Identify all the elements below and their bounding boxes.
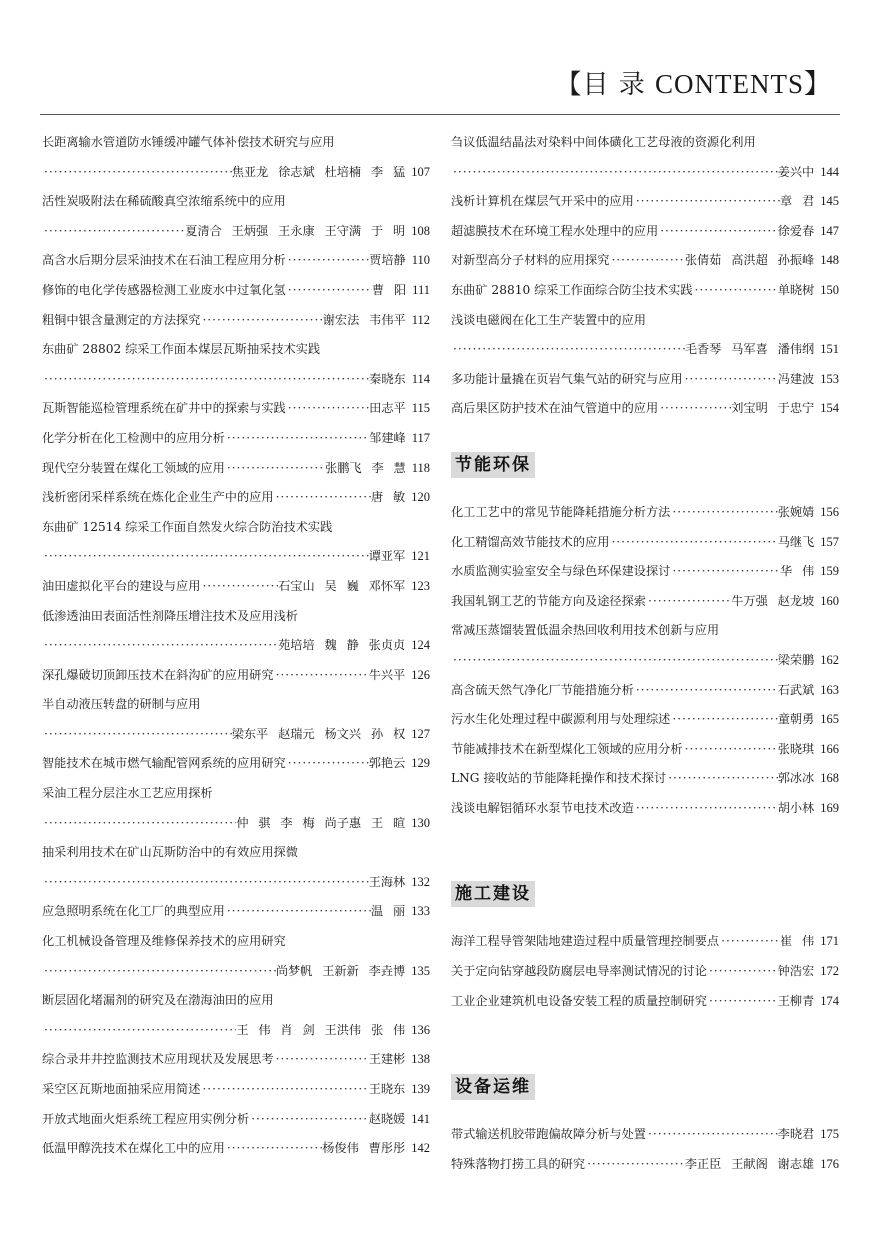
toc-entry bbox=[42, 394, 430, 424]
contents-title-cn: 【目 录 bbox=[555, 70, 646, 100]
toc-entry bbox=[42, 1134, 430, 1164]
entry-page: 138 bbox=[411, 1052, 430, 1067]
toc-entry bbox=[451, 528, 839, 558]
dot-leader bbox=[42, 158, 232, 188]
toc-entry bbox=[451, 1120, 839, 1150]
dot-leader bbox=[670, 498, 777, 528]
entry-title: 浅谈电解铝循环水泵节电技术改造 bbox=[451, 800, 634, 815]
entry-page: 160 bbox=[820, 593, 839, 608]
entry-title: 对新型高分子材料的应用探究 bbox=[451, 253, 610, 268]
dot-leader bbox=[286, 749, 369, 779]
entry-page: 139 bbox=[411, 1082, 430, 1096]
entry-page: 120 bbox=[411, 490, 430, 505]
entry-authors: 张晓琪 bbox=[777, 741, 815, 756]
entry-title: 断层固化堵漏剂的研究及在渤海油田的应用 bbox=[42, 993, 274, 1008]
toc-entry bbox=[42, 720, 430, 750]
entry-page: 126 bbox=[411, 667, 430, 682]
entry-authors: 张鹏飞 李 慧 bbox=[325, 460, 406, 475]
entry-title: 浅析计算机在煤层气开采中的应用 bbox=[451, 194, 634, 209]
dot-leader bbox=[634, 187, 780, 217]
entry-title: 浅析密闭采样系统在炼化企业生产中的应用 bbox=[42, 490, 274, 505]
dot-leader bbox=[286, 394, 369, 424]
dot-leader bbox=[225, 424, 369, 454]
toc-entry bbox=[42, 749, 430, 779]
entry-page: 153 bbox=[820, 371, 839, 386]
entry-title: 工业企业建筑机电设备安装工程的质量控制研究 bbox=[451, 993, 707, 1008]
entry-authors: 童朝勇 bbox=[777, 712, 815, 727]
dot-leader bbox=[646, 1120, 778, 1150]
header-divider bbox=[40, 114, 840, 115]
toc-entry bbox=[451, 987, 839, 1017]
entry-authors: 郭冰冰 bbox=[777, 771, 815, 786]
entry-title: 应急照明系统在化工厂的典型应用 bbox=[42, 904, 225, 919]
dot-leader bbox=[42, 809, 236, 839]
entry-page: 114 bbox=[411, 371, 430, 386]
dot-leader bbox=[451, 646, 778, 676]
entry-title: 东曲矿 28802 综采工作面本煤层瓦斯抽采技术实践 bbox=[42, 342, 321, 357]
dot-leader bbox=[42, 720, 232, 750]
entry-page: 163 bbox=[820, 682, 839, 697]
dot-leader bbox=[249, 1105, 369, 1135]
entry-authors: 曹 阳 bbox=[371, 282, 407, 297]
entry-page: 118 bbox=[411, 460, 430, 475]
entry-page: 166 bbox=[820, 741, 839, 756]
entry-page: 174 bbox=[820, 993, 839, 1008]
entry-page: 117 bbox=[411, 430, 430, 445]
dot-leader bbox=[451, 335, 685, 365]
entry-authors: 毛香琴 马军喜 潘伟纲 bbox=[684, 342, 815, 357]
dot-leader bbox=[274, 1045, 369, 1075]
dot-leader bbox=[42, 1016, 236, 1046]
dot-leader bbox=[225, 454, 325, 484]
entry-page: 111 bbox=[412, 282, 430, 297]
entry-page: 145 bbox=[820, 194, 839, 209]
entry-page: 159 bbox=[820, 564, 839, 579]
entry-authors: 李正臣 王献阁 谢志雄 bbox=[684, 1156, 815, 1171]
entry-page: 135 bbox=[411, 963, 430, 978]
entry-title: 低温甲醇洗技术在煤化工中的应用 bbox=[42, 1141, 225, 1156]
dot-leader bbox=[683, 365, 778, 395]
dot-leader bbox=[42, 217, 185, 247]
entry-title: 半自动液压转盘的研制与应用 bbox=[42, 697, 201, 712]
entry-page: 110 bbox=[411, 253, 430, 268]
dot-leader bbox=[286, 246, 369, 276]
toc-entry bbox=[451, 217, 839, 247]
entry-page: 171 bbox=[820, 934, 839, 949]
dot-leader bbox=[286, 276, 372, 306]
entry-authors: 马继飞 bbox=[777, 534, 815, 549]
entry-page: 169 bbox=[820, 800, 839, 815]
dot-leader bbox=[658, 217, 778, 247]
entry-page: 150 bbox=[820, 282, 839, 297]
entry-page: 156 bbox=[820, 504, 839, 519]
entry-title: 瓦斯智能巡检管理系统在矿井中的探索与实践 bbox=[42, 401, 286, 416]
entry-page: 172 bbox=[820, 964, 839, 979]
entry-authors: 邹建峰 bbox=[369, 430, 406, 445]
entry-authors: 唐 敏 bbox=[371, 490, 406, 505]
entry-authors: 谢宏法 韦伟平 bbox=[322, 312, 406, 327]
dot-leader bbox=[42, 868, 369, 898]
entry-title: 粗铜中银含量测定的方法探究 bbox=[42, 312, 201, 327]
entry-page: 142 bbox=[411, 1141, 430, 1156]
entry-title: 高含水后期分层采油技术在石油工程应用分析 bbox=[42, 253, 286, 268]
toc-entry bbox=[42, 276, 430, 306]
entry-authors: 王 伟 肖 剑 王洪伟 张 伟 bbox=[236, 1022, 406, 1037]
entry-authors: 张婉婧 bbox=[777, 504, 815, 519]
section-gap bbox=[451, 1016, 839, 1046]
toc-entry bbox=[42, 661, 430, 691]
entry-authors: 夏清合 王炳强 王永康 王守满 于 明 bbox=[185, 223, 406, 238]
dot-leader bbox=[274, 661, 369, 691]
entry-authors: 牛万强 赵龙坡 bbox=[731, 593, 815, 608]
entry-authors: 章 君 bbox=[780, 194, 815, 209]
dot-leader bbox=[670, 557, 780, 587]
toc-entry bbox=[42, 572, 430, 602]
entry-page: 165 bbox=[820, 712, 839, 727]
toc-entry bbox=[42, 809, 430, 839]
toc-entry bbox=[42, 631, 430, 661]
entry-page: 123 bbox=[411, 578, 430, 593]
entry-authors: 钟浩宏 bbox=[777, 964, 815, 979]
toc-entry bbox=[451, 187, 839, 217]
entry-page: 133 bbox=[411, 904, 430, 919]
section-heading bbox=[451, 853, 839, 927]
entry-authors: 刘宝明 于忠宁 bbox=[731, 401, 815, 416]
entry-page: 121 bbox=[411, 549, 430, 564]
section-label: 施工建设 bbox=[451, 881, 535, 907]
toc-entry bbox=[451, 276, 839, 306]
section-heading bbox=[451, 1046, 839, 1120]
entry-page: 107 bbox=[411, 164, 430, 179]
entry-authors: 温 丽 bbox=[371, 904, 406, 919]
entry-title: 智能技术在城市燃气输配管网系统的应用研究 bbox=[42, 756, 286, 771]
entry-authors: 胡小林 bbox=[777, 800, 815, 815]
entry-authors: 秦晓东 bbox=[369, 371, 406, 386]
toc-entry bbox=[42, 454, 430, 484]
entry-authors: 张倩茹 高洪超 孙振峰 bbox=[684, 253, 815, 268]
entry-title: 现代空分装置在煤化工领域的应用 bbox=[42, 460, 225, 475]
entry-authors: 崔 伟 bbox=[780, 934, 815, 949]
entry-page: 141 bbox=[411, 1111, 430, 1126]
entry-title: LNG 接收站的节能降耗操作和技术探讨 bbox=[451, 771, 667, 786]
dot-leader bbox=[42, 631, 278, 661]
entry-title: 低渗透油田表面活性剂降压增注技术及应用浅析 bbox=[42, 608, 298, 623]
entry-page: 124 bbox=[411, 638, 430, 653]
dot-leader bbox=[658, 394, 731, 424]
section-label: 节能环保 bbox=[451, 452, 535, 478]
dot-leader bbox=[200, 572, 278, 602]
toc-entry bbox=[42, 158, 430, 188]
entry-authors: 梁东平 赵瑞元 杨文兴 孙 权 bbox=[231, 726, 406, 741]
entry-authors: 华 伟 bbox=[780, 564, 815, 579]
dot-leader bbox=[200, 1075, 368, 1105]
toc-entry bbox=[42, 957, 430, 987]
dot-leader bbox=[225, 1134, 322, 1164]
toc-entry bbox=[451, 335, 839, 365]
contents-title-en: CONTENTS】 bbox=[655, 69, 832, 99]
entry-title: 活性炭吸附法在稀硫酸真空浓缩系统中的应用 bbox=[42, 194, 286, 209]
entry-authors: 姜兴中 bbox=[777, 164, 815, 179]
dot-leader bbox=[666, 764, 778, 794]
section-gap bbox=[451, 823, 839, 853]
dot-leader bbox=[634, 676, 778, 706]
entry-authors: 田志平 bbox=[369, 401, 406, 416]
entry-page: 162 bbox=[820, 652, 839, 667]
entry-authors: 王晓东 bbox=[368, 1082, 406, 1096]
dot-leader bbox=[609, 528, 777, 558]
entry-title: 化工工艺中的常见节能降耗措施分析方法 bbox=[451, 504, 671, 519]
entry-title: 超滤膜技术在环境工程水处理中的应用 bbox=[451, 223, 659, 238]
entry-title: 水质监测实验室安全与绿色环保建设探讨 bbox=[451, 564, 671, 579]
entry-page: 168 bbox=[820, 771, 839, 786]
entry-title: 常减压蒸馏装置低温余热回收利用技术创新与应用 bbox=[451, 623, 720, 638]
entry-page: 130 bbox=[411, 815, 430, 830]
entry-title: 我国轧钢工艺的节能方向及途径探索 bbox=[451, 593, 646, 608]
entry-page: 175 bbox=[820, 1127, 839, 1142]
toc-entry bbox=[42, 1045, 430, 1075]
section-label: 设备运维 bbox=[451, 1074, 535, 1100]
dot-leader bbox=[42, 957, 276, 987]
dot-leader bbox=[225, 897, 371, 927]
right-column bbox=[451, 128, 839, 1179]
entry-title: 刍议低温结晶法对染料中间体磺化工艺母液的资源化利用 bbox=[451, 135, 756, 149]
dot-leader bbox=[707, 957, 778, 987]
entry-authors: 王柳青 bbox=[777, 993, 815, 1008]
entry-page: 151 bbox=[820, 342, 839, 357]
dot-leader bbox=[42, 365, 369, 395]
contents-header bbox=[555, 62, 832, 101]
entry-authors: 李晓君 bbox=[777, 1127, 815, 1142]
entry-page: 136 bbox=[411, 1022, 430, 1037]
toc-entry bbox=[451, 735, 839, 765]
toc-entry bbox=[451, 557, 839, 587]
toc-entry bbox=[42, 868, 430, 898]
dot-leader bbox=[200, 306, 322, 336]
entry-authors: 石宝山 吴 巍 邓怀军 bbox=[278, 578, 406, 593]
toc-entry bbox=[42, 365, 430, 395]
toc-entry bbox=[451, 794, 839, 824]
entry-authors: 杨俊伟 曹彤彤 bbox=[322, 1141, 406, 1156]
entry-page: 132 bbox=[411, 874, 430, 889]
entry-title: 采油工程分层注水工艺应用探析 bbox=[42, 786, 213, 801]
entry-page: 157 bbox=[820, 534, 839, 549]
entry-page: 154 bbox=[820, 401, 839, 416]
toc-entry bbox=[451, 764, 839, 794]
entry-title: 多功能计量撬在页岩气集气站的研究与应用 bbox=[451, 371, 683, 386]
entry-authors: 王建彬 bbox=[368, 1052, 406, 1067]
entry-title: 海洋工程导管架陆地建造过程中质量管理控制要点 bbox=[451, 934, 720, 949]
entry-title: 化工精馏高效节能技术的应用 bbox=[451, 534, 610, 549]
entry-title: 带式输送机胶带跑偏故障分析与处置 bbox=[451, 1127, 646, 1142]
entry-authors: 赵晓媛 bbox=[368, 1111, 406, 1126]
entry-authors: 牛兴平 bbox=[368, 667, 406, 682]
entry-title: 化工机械设备管理及维修保养技术的应用研究 bbox=[42, 934, 286, 949]
entry-authors: 王海林 bbox=[368, 874, 406, 889]
left-column bbox=[42, 128, 430, 1164]
toc-entry bbox=[42, 1105, 430, 1135]
dot-leader bbox=[609, 246, 684, 276]
toc-entry bbox=[451, 705, 839, 735]
dot-leader bbox=[707, 987, 778, 1017]
entry-title: 关于定向钻穿越段防腐层电导率测试情况的讨论 bbox=[451, 964, 707, 979]
entry-page: 129 bbox=[411, 756, 430, 771]
toc-entry bbox=[451, 158, 839, 188]
toc-entry bbox=[451, 394, 839, 424]
toc-entry bbox=[451, 646, 839, 676]
toc-entry bbox=[42, 542, 430, 572]
entry-page: 148 bbox=[820, 253, 839, 268]
entry-authors: 郭艳云 bbox=[368, 756, 406, 771]
entry-title: 特殊落物打捞工具的研究 bbox=[451, 1156, 586, 1171]
toc-entry bbox=[42, 306, 430, 336]
entry-authors: 单晓树 bbox=[777, 282, 815, 297]
entry-page: 147 bbox=[820, 223, 839, 238]
dot-leader bbox=[683, 735, 778, 765]
entry-authors: 贾培静 bbox=[369, 253, 406, 268]
dot-leader bbox=[693, 276, 778, 306]
toc-entry bbox=[451, 676, 839, 706]
entry-title: 长距离输水管道防水锤缓冲罐气体补偿技术研究与应用 bbox=[42, 135, 335, 149]
entry-authors: 仲 骐 李 梅 尚子惠 王 暄 bbox=[236, 815, 406, 830]
toc-entry bbox=[451, 957, 839, 987]
entry-authors: 梁荣鹏 bbox=[777, 652, 815, 667]
entry-page: 127 bbox=[411, 726, 430, 741]
dot-leader bbox=[274, 483, 371, 513]
entry-authors: 焦亚龙 徐志斌 杜培楠 李 猛 bbox=[231, 164, 406, 179]
toc-entry bbox=[451, 246, 839, 276]
dot-leader bbox=[670, 705, 777, 735]
entry-authors: 苑培培 魏 静 张贞贞 bbox=[278, 638, 406, 653]
dot-leader bbox=[634, 794, 778, 824]
entry-title: 抽采利用技术在矿山瓦斯防治中的有效应用探微 bbox=[42, 845, 298, 860]
toc-entry bbox=[42, 246, 430, 276]
toc-entry bbox=[42, 424, 430, 454]
toc-entry bbox=[42, 1016, 430, 1046]
toc-entry bbox=[42, 217, 430, 247]
entry-title: 东曲矿 28810 综采工作面综合防尘技术实践 bbox=[451, 282, 693, 297]
toc-entry bbox=[42, 1075, 430, 1105]
toc-entry bbox=[451, 365, 839, 395]
entry-authors: 冯建波 bbox=[777, 371, 815, 386]
entry-title: 综合录井井控监测技术应用现状及发展思考 bbox=[42, 1052, 274, 1067]
dot-leader bbox=[451, 158, 778, 188]
dot-leader bbox=[585, 1150, 685, 1180]
entry-authors: 徐爱春 bbox=[777, 223, 815, 238]
entry-authors: 石武斌 bbox=[777, 682, 815, 697]
toc-entry bbox=[451, 1150, 839, 1180]
entry-title: 高后果区防护技术在油气管道中的应用 bbox=[451, 401, 659, 416]
entry-title: 开放式地面火炬系统工程应用实例分析 bbox=[42, 1111, 250, 1126]
entry-title: 东曲矿 12514 综采工作面自然发火综合防治技术实践 bbox=[42, 519, 333, 534]
entry-title: 节能减排技术在新型煤化工领域的应用分析 bbox=[451, 741, 683, 756]
entry-page: 112 bbox=[411, 312, 430, 327]
entry-title: 污水生化处理过程中碳源利用与处理综述 bbox=[451, 712, 671, 727]
entry-title: 深孔爆破切顶卸压技术在斜沟矿的应用研究 bbox=[42, 667, 274, 682]
entry-title: 采空区瓦斯地面抽采应用简述 bbox=[42, 1082, 201, 1096]
entry-title: 油田虚拟化平台的建设与应用 bbox=[42, 578, 201, 593]
toc-entry bbox=[451, 498, 839, 528]
entry-title: 浅谈电磁阀在化工生产装置中的应用 bbox=[451, 312, 646, 327]
toc-entry bbox=[42, 483, 430, 513]
entry-page: 115 bbox=[411, 401, 430, 416]
section-heading bbox=[451, 424, 839, 498]
dot-leader bbox=[646, 587, 731, 617]
entry-title: 高含硫天然气净化厂节能措施分析 bbox=[451, 682, 634, 697]
entry-page: 144 bbox=[820, 164, 839, 179]
toc-entry bbox=[42, 897, 430, 927]
dot-leader bbox=[42, 542, 369, 572]
entry-title: 修饰的电化学传感器检测工业废水中过氧化氢 bbox=[42, 282, 286, 297]
toc-entry bbox=[451, 587, 839, 617]
entry-authors: 尚梦帆 王新新 李垚博 bbox=[275, 963, 406, 978]
toc-entry bbox=[451, 927, 839, 957]
entry-title: 化学分析在化工检测中的应用分析 bbox=[42, 430, 225, 445]
entry-page: 176 bbox=[820, 1156, 839, 1171]
entry-page: 108 bbox=[411, 223, 430, 238]
dot-leader bbox=[719, 927, 780, 957]
entry-authors: 谭亚军 bbox=[368, 549, 406, 564]
